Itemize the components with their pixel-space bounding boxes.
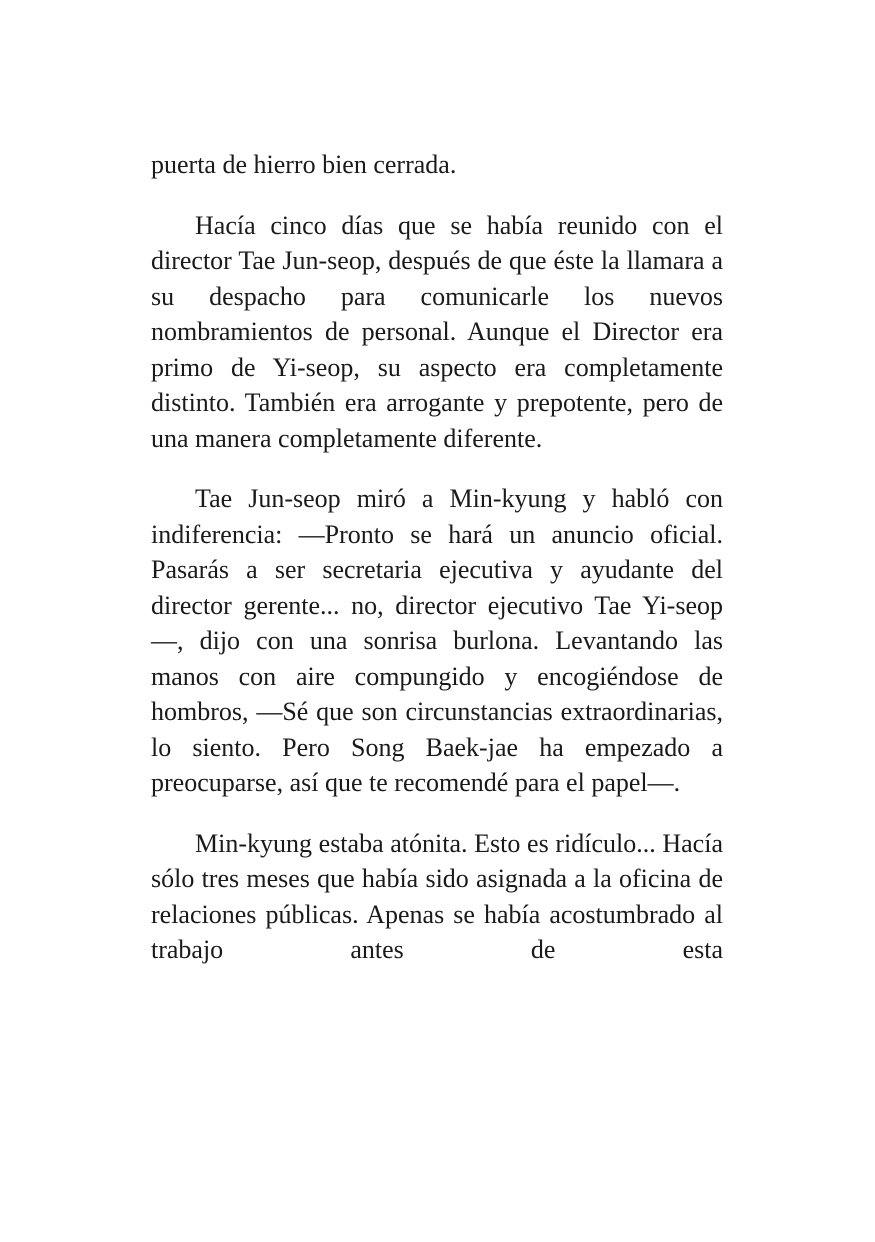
document-page bbox=[151, 147, 723, 993]
paragraph-2: Hacía cinco días que se había reunido con el director Tae Jun-seop, después de que éste la llamara a su despacho para comunicarle los nuevos nombramientos de personal. Aunque el Director era primo de Yi-seop, su aspecto era completamente distinto. También era arrogante y prepotente, pero de una manera completamente diferente. bbox=[151, 210, 723, 453]
paragraph-1: puerta de hierro bien cerrada. bbox=[151, 150, 457, 179]
paragraph-3: Tae Jun-seop miró a Min-kyung y habló con indiferencia: —Pronto se hará un anuncio oficial. Pasarás a ser secretaria ejecutiva y ayudante del director gerente... no, director ejecutivo Tae Yi-seop—, dijo con una sonrisa burlona. Levantando las manos con aire compungido y encogiéndose de hombros, —Sé que son circunstancias extraordinarias, lo siento. Pero Song Baek-jae ha empezado a preocuparse, así que te recomendé para el papel—. bbox=[151, 484, 723, 797]
paragraph-4: Min-kyung estaba atónita. Esto es ridículo... Hacía sólo tres meses que había sido asignada a la oficina de relaciones públicas. Apenas se había acostumbrado al trabajo antes de esta bbox=[151, 828, 723, 964]
